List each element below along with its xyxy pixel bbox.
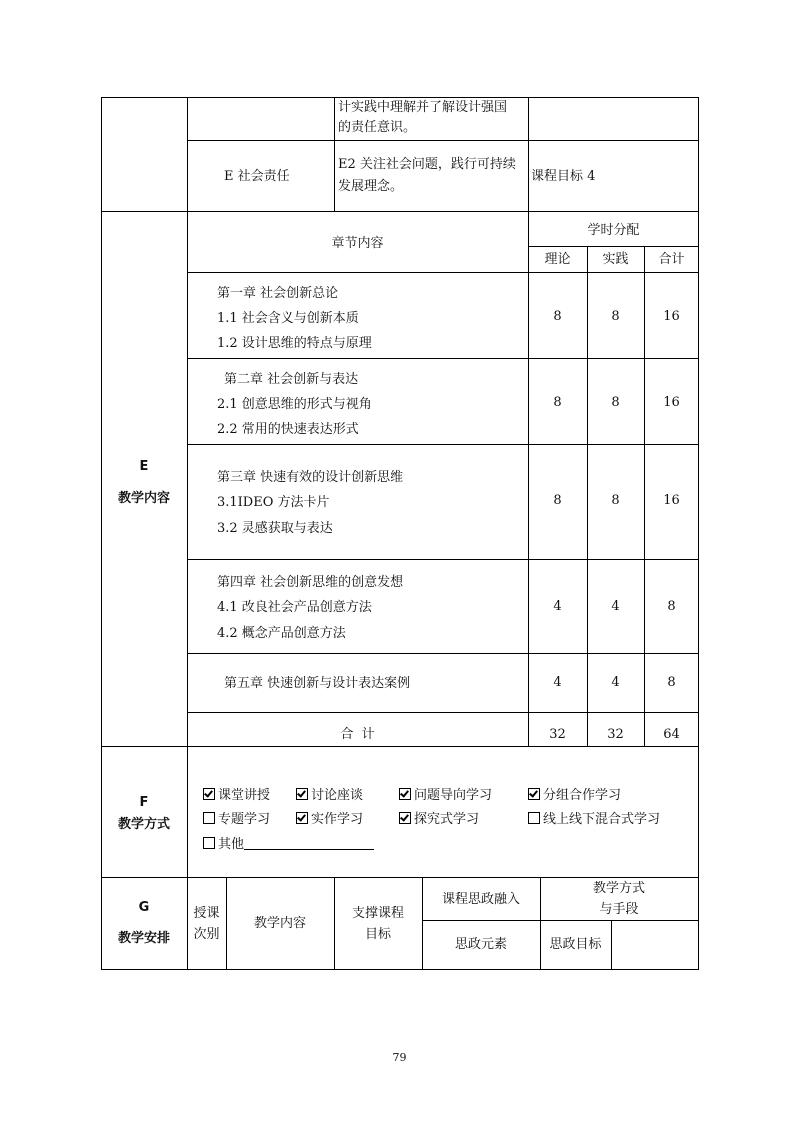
chapter-4-practice: 4	[611, 599, 620, 614]
chapter-3-item-1: 3.1IDEO 方法卡片	[217, 495, 330, 510]
grid-line	[101, 211, 699, 212]
other-fill-line[interactable]	[244, 837, 374, 850]
section-e-letter: E	[139, 459, 149, 474]
method-option-problem-based[interactable]: 问题导向学习	[399, 788, 492, 802]
chapter-2-theory: 8	[553, 395, 562, 410]
chapter-5-theory: 4	[553, 675, 562, 690]
header-practice: 实践	[602, 252, 629, 267]
section-f-title: 教学方式	[117, 817, 170, 832]
chapter-1-practice: 8	[611, 309, 620, 324]
grid-line	[187, 877, 188, 969]
col-method-line2: 与手段	[599, 902, 639, 917]
sum-total: 64	[663, 727, 680, 742]
method-option-discussion[interactable]: 讨论座谈	[296, 788, 363, 802]
chapter-3-item-2: 3.2 灵感获取与表达	[217, 521, 333, 536]
table-border-left	[101, 97, 102, 970]
section-g-letter: G	[138, 900, 150, 915]
row2-category: E 社会责任	[224, 169, 290, 184]
chapter-1-title: 第一章 社会创新总论	[217, 286, 339, 301]
col-content: 教学内容	[253, 916, 306, 931]
section-g-title: 教学安排	[117, 931, 170, 946]
header-theory: 理论	[544, 252, 571, 267]
chapter-2-item-1: 2.1 创意思维的形式与视角	[217, 397, 372, 412]
row2-content-line2: 发展理念。	[338, 179, 404, 194]
grid-line	[187, 211, 188, 746]
chapter-3-title: 第三章 快速有效的设计创新思维	[217, 470, 404, 485]
section-e-title: 教学内容	[117, 491, 170, 506]
col-goal: 思政目标	[549, 937, 602, 952]
chapter-2-item-2: 2.2 常用的快速表达形式	[217, 422, 359, 437]
method-option-topic[interactable]: 专题学习	[203, 812, 270, 826]
grid-line	[528, 246, 699, 247]
row2-goal: 课程目标 4	[531, 169, 596, 184]
grid-line	[187, 444, 699, 445]
checkbox-icon[interactable]	[528, 788, 540, 800]
grid-line	[528, 211, 529, 746]
grid-line	[422, 920, 698, 921]
method-option-group[interactable]: 分组合作学习	[528, 788, 621, 802]
checkbox-icon[interactable]	[399, 812, 411, 824]
checkbox-icon[interactable]	[528, 812, 540, 824]
section-f-letter: F	[139, 795, 149, 810]
checkbox-icon[interactable]	[296, 788, 308, 800]
method-option-practice[interactable]: 实作学习	[296, 812, 363, 826]
chapter-4-title: 第四章 社会创新思维的创意发想	[217, 575, 404, 590]
col-element: 思政元素	[454, 937, 507, 952]
grid-line	[187, 140, 699, 141]
table-border-top	[101, 97, 699, 98]
grid-line	[187, 358, 699, 359]
grid-line	[187, 559, 699, 560]
grid-line	[611, 920, 612, 969]
checkbox-icon[interactable]	[203, 812, 215, 824]
header-hours: 学时分配	[587, 223, 640, 238]
row1-content-line1: 计实践中理解并了解设计强国	[338, 100, 508, 115]
grid-line	[101, 746, 699, 747]
chapter-1-total: 16	[663, 309, 680, 324]
chapter-3-theory: 8	[553, 493, 562, 508]
header-chapter: 章节内容	[331, 236, 384, 251]
sum-theory: 32	[549, 727, 566, 742]
chapter-5-practice: 4	[611, 675, 620, 690]
row2-content-line1: E2 关注社会问题，践行可持续	[338, 157, 516, 172]
chapter-3-total: 16	[663, 493, 680, 508]
grid-line	[528, 97, 529, 211]
page-number: 79	[392, 1051, 407, 1064]
chapter-4-theory: 4	[553, 599, 562, 614]
chapter-2-practice: 8	[611, 395, 620, 410]
table-border-bottom	[101, 969, 699, 970]
grid-line	[187, 712, 699, 713]
sum-practice: 32	[607, 727, 624, 742]
col-support-line1: 支撑课程	[351, 906, 404, 921]
method-option-other[interactable]: 其他	[203, 837, 374, 851]
checkbox-icon[interactable]	[203, 788, 215, 800]
grid-line	[187, 97, 188, 211]
method-option-lecture[interactable]: 课堂讲授	[203, 788, 270, 802]
grid-line	[187, 653, 699, 654]
chapter-1-item-2: 1.2 设计思维的特点与原理	[217, 336, 372, 351]
grid-line	[101, 877, 699, 878]
sum-label: 合 计	[340, 727, 375, 742]
chapter-4-total: 8	[667, 599, 676, 614]
checkbox-icon[interactable]	[399, 788, 411, 800]
grid-line	[334, 97, 335, 211]
chapter-1-item-1: 1.1 社会含义与创新本质	[217, 311, 359, 326]
row1-content-line2: 的责任意识。	[338, 120, 417, 135]
chapter-2-title: 第二章 社会创新与表达	[224, 372, 359, 387]
chapter-3-practice: 8	[611, 493, 620, 508]
method-option-blended[interactable]: 线上线下混合式学习	[528, 812, 660, 826]
chapter-5-title: 第五章 快速创新与设计表达案例	[224, 676, 411, 691]
col-session-line2: 次别	[193, 927, 220, 942]
grid-line	[422, 877, 423, 969]
checkbox-icon[interactable]	[203, 837, 215, 849]
col-session-line1: 授课	[193, 906, 220, 921]
grid-line	[187, 746, 188, 877]
chapter-2-total: 16	[663, 395, 680, 410]
col-ideology: 课程思政融入	[441, 892, 520, 907]
chapter-4-item-2: 4.2 概念产品创意方法	[217, 626, 346, 641]
grid-line	[334, 877, 335, 969]
chapter-1-theory: 8	[553, 309, 562, 324]
checkbox-icon[interactable]	[296, 812, 308, 824]
method-option-inquiry[interactable]: 探究式学习	[399, 812, 479, 826]
col-method-line1: 教学方式	[592, 881, 645, 896]
col-support-line2: 目标	[364, 927, 391, 942]
grid-line	[187, 272, 699, 273]
header-total: 合计	[658, 252, 685, 267]
chapter-4-item-1: 4.1 改良社会产品创意方法	[217, 600, 372, 615]
chapter-5-total: 8	[667, 675, 676, 690]
